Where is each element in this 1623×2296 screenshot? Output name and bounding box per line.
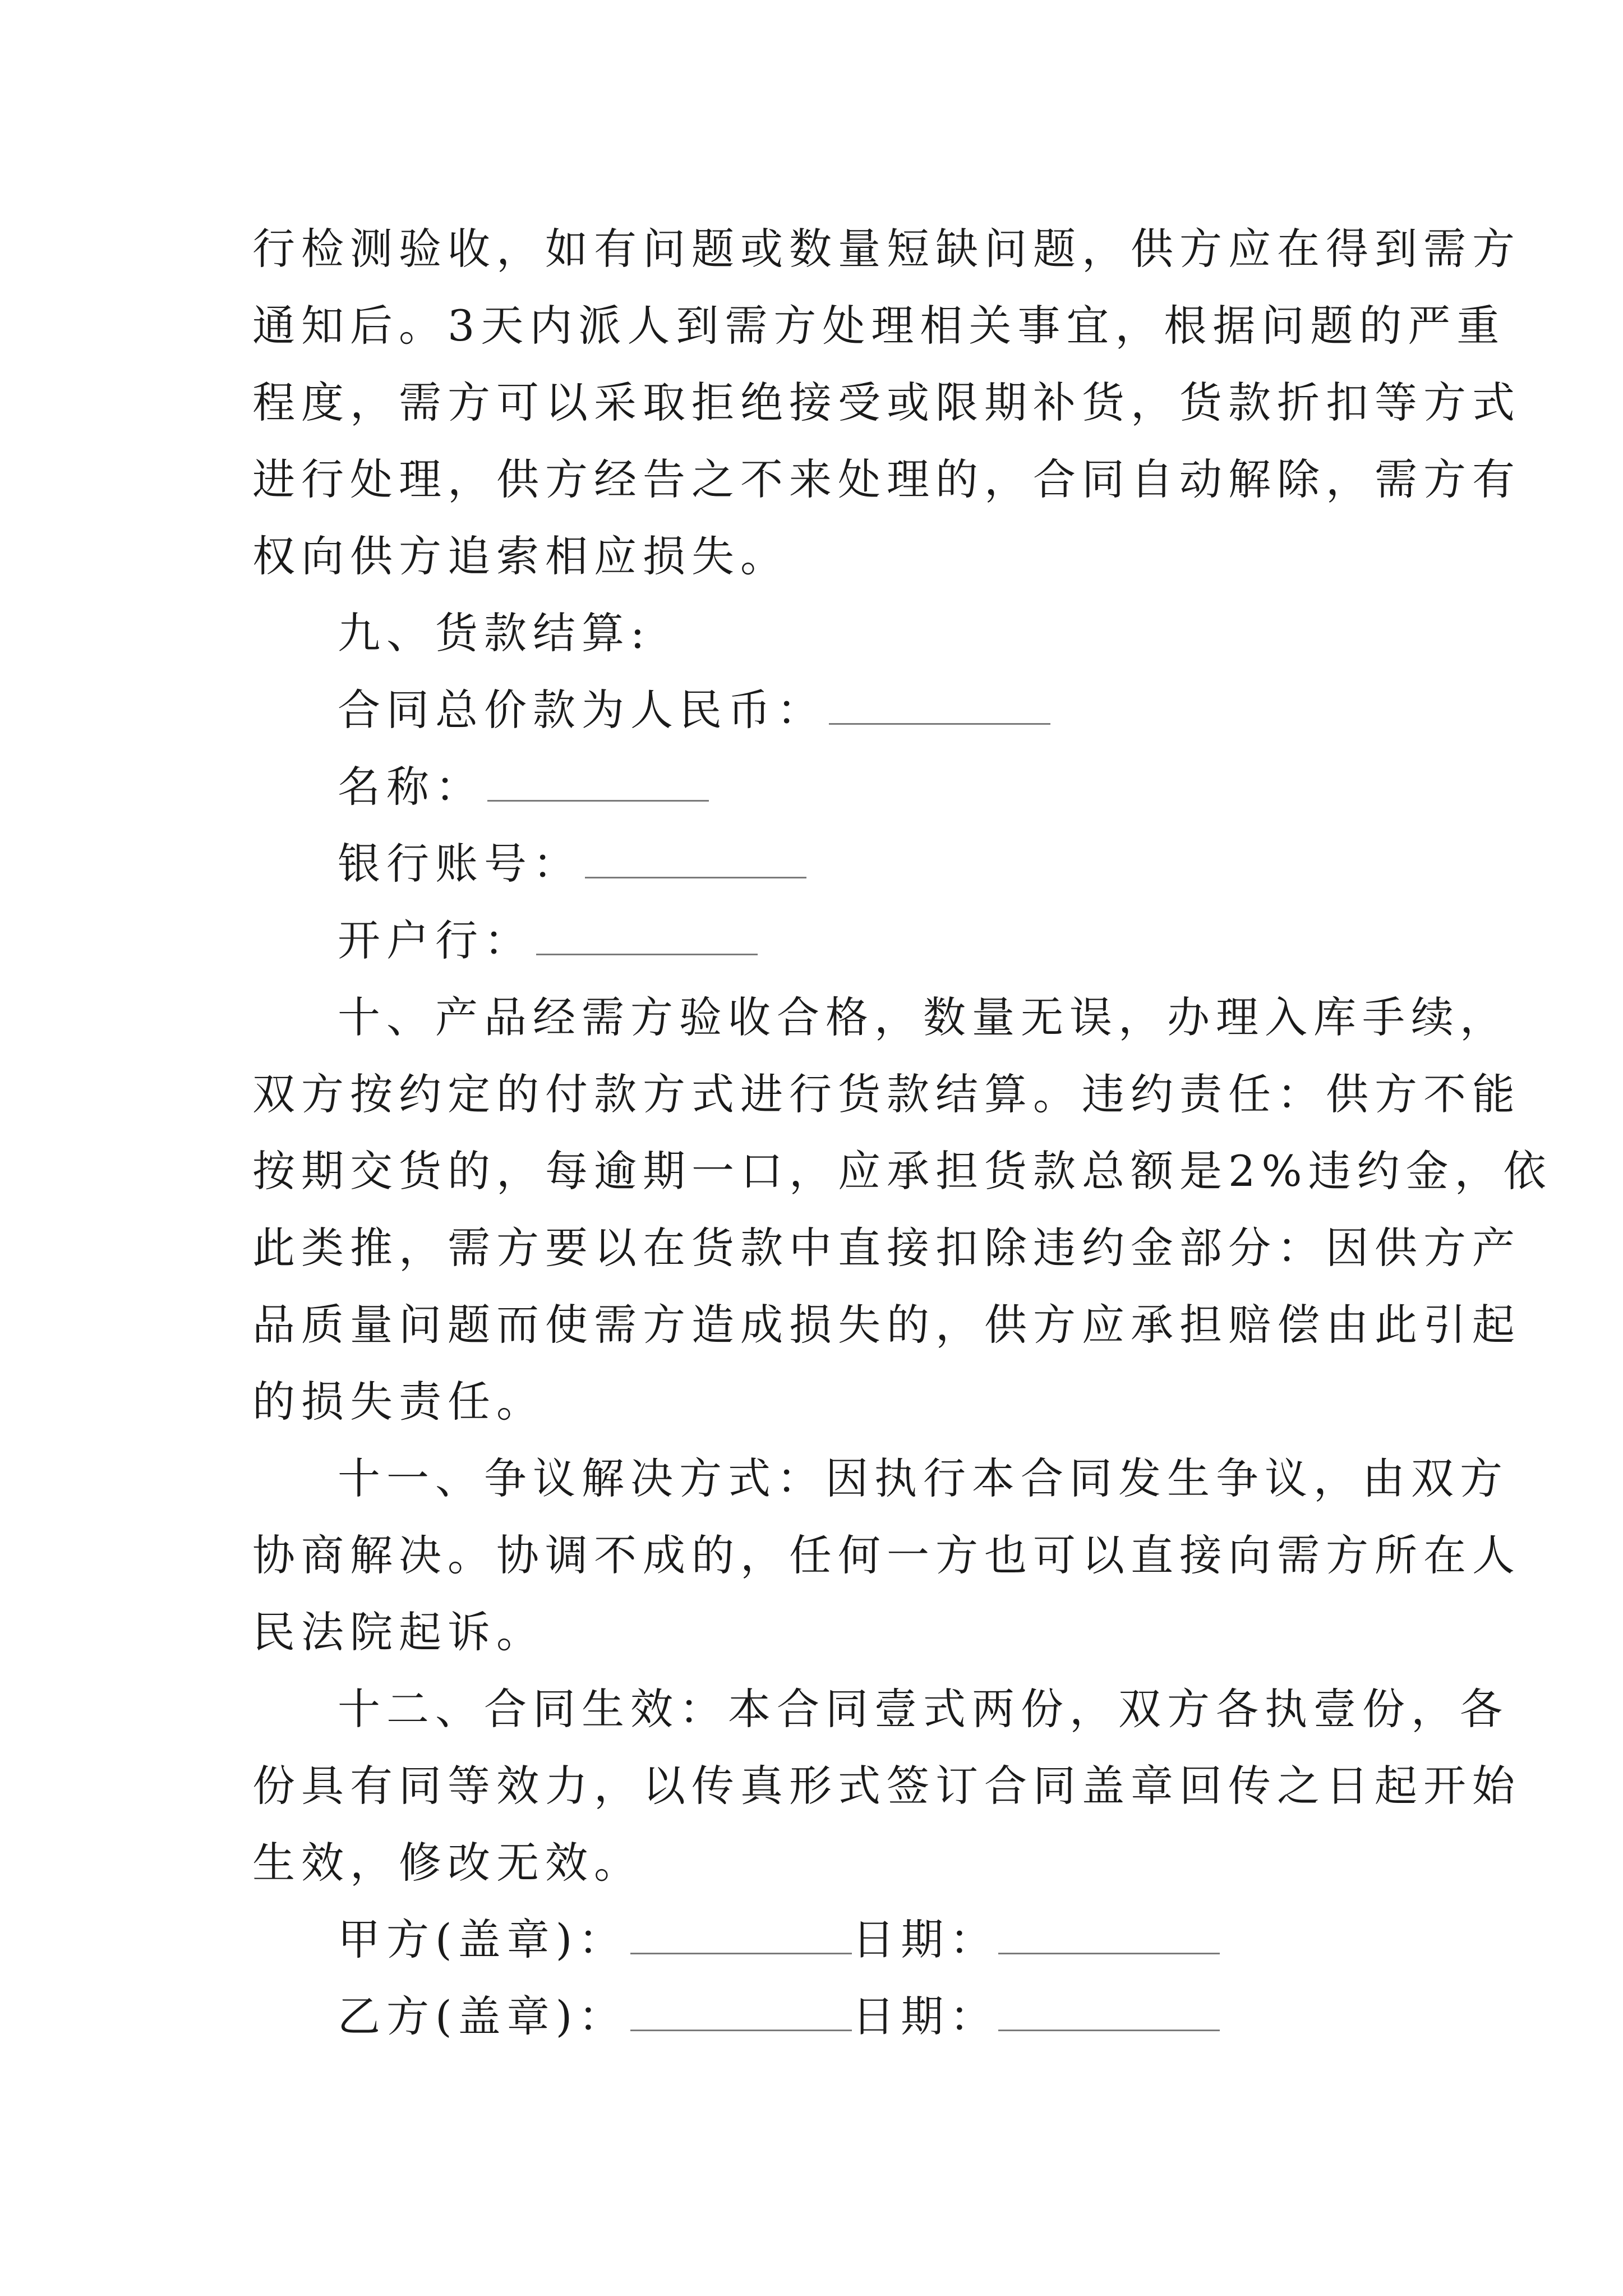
bank-branch-row bbox=[252, 902, 1374, 979]
party-b-seal-blank[interactable] bbox=[630, 1996, 852, 2031]
name-label: 名称： bbox=[338, 762, 484, 812]
text-line: 通知后。3天内派人到需方处理相关事宜，根据问题的严重 bbox=[252, 301, 1506, 351]
contract-page bbox=[252, 210, 1552, 2055]
total-price-label: 合同总价款为人民币： bbox=[338, 685, 826, 735]
party-b-row bbox=[252, 1978, 1374, 2055]
party-b-seal-label: 乙方(盖章)： bbox=[338, 1991, 628, 2041]
party-a-seal-blank[interactable] bbox=[630, 1919, 852, 1954]
text-line: 十、产品经需方验收合格，数量无误，办理入库手续， bbox=[338, 992, 1509, 1042]
text-line: 此类推，需方要以在货款中直接扣除违约金部分：因供方产 bbox=[252, 1223, 1521, 1273]
text-line: 生效，修改无效。 bbox=[252, 1838, 643, 1888]
text-line: 协商解决。协调不成的，任何一方也可以直接向需方所在人 bbox=[252, 1530, 1521, 1580]
party-a-seal-label: 甲方(盖章)： bbox=[338, 1915, 628, 1964]
text-line: 民法院起诉。 bbox=[252, 1607, 545, 1657]
bank-account-row bbox=[252, 825, 1374, 902]
section-eleven bbox=[252, 1440, 1521, 1671]
name-blank[interactable] bbox=[487, 766, 709, 802]
text-line: 品质量问题而使需方造成损失的，供方应承担赔偿由此引起 bbox=[252, 1300, 1521, 1350]
bank-account-blank[interactable] bbox=[585, 843, 806, 878]
text-line: 份具有同等效力，以传真形式签订合同盖章回传之日起开始 bbox=[252, 1761, 1521, 1811]
section-nine-heading: 九、货款结算: bbox=[338, 608, 651, 658]
text-line: 十二、合同生效：本合同壹式两份，双方各执壹份，各 bbox=[338, 1684, 1509, 1734]
section-nine bbox=[252, 595, 1374, 979]
party-b-date-label: 日期： bbox=[852, 1991, 999, 2041]
paragraph-eight-continuation bbox=[252, 210, 1521, 595]
text-line: 十一、争议解决方式：因执行本合同发生争议，由双方 bbox=[338, 1453, 1509, 1503]
total-price-row bbox=[252, 671, 1374, 748]
name-row bbox=[252, 748, 1374, 825]
text-line: 权向供方追索相应损失。 bbox=[252, 531, 789, 581]
signature-block bbox=[252, 1901, 1374, 2055]
bank-branch-blank[interactable] bbox=[536, 920, 758, 955]
bank-branch-label: 开户行： bbox=[338, 915, 533, 965]
text-line: 行检测验收，如有问题或数量短缺问题，供方应在得到需方 bbox=[252, 224, 1521, 274]
text-line: 程度，需方可以采取拒绝接受或限期补货，货款折扣等方式 bbox=[252, 378, 1521, 427]
total-price-blank[interactable] bbox=[829, 689, 1050, 725]
text-line: 按期交货的，每逾期一口，应承担货款总额是2%违约金，依 bbox=[252, 1146, 1552, 1196]
text-line: 双方按约定的付款方式进行货款结算。违约责任：供方不能 bbox=[252, 1069, 1521, 1119]
section-ten bbox=[252, 979, 1552, 1440]
text-line: 进行处理，供方经告之不来处理的，合同自动解除，需方有 bbox=[252, 454, 1521, 504]
section-twelve bbox=[252, 1671, 1521, 1901]
bank-account-label: 银行账号： bbox=[338, 839, 582, 889]
text-line: 的损失责任。 bbox=[252, 1377, 545, 1427]
party-a-date-blank[interactable] bbox=[998, 1919, 1220, 1954]
party-a-row bbox=[252, 1901, 1374, 1978]
party-a-date-label: 日期： bbox=[852, 1915, 999, 1964]
party-b-date-blank[interactable] bbox=[998, 1996, 1220, 2031]
